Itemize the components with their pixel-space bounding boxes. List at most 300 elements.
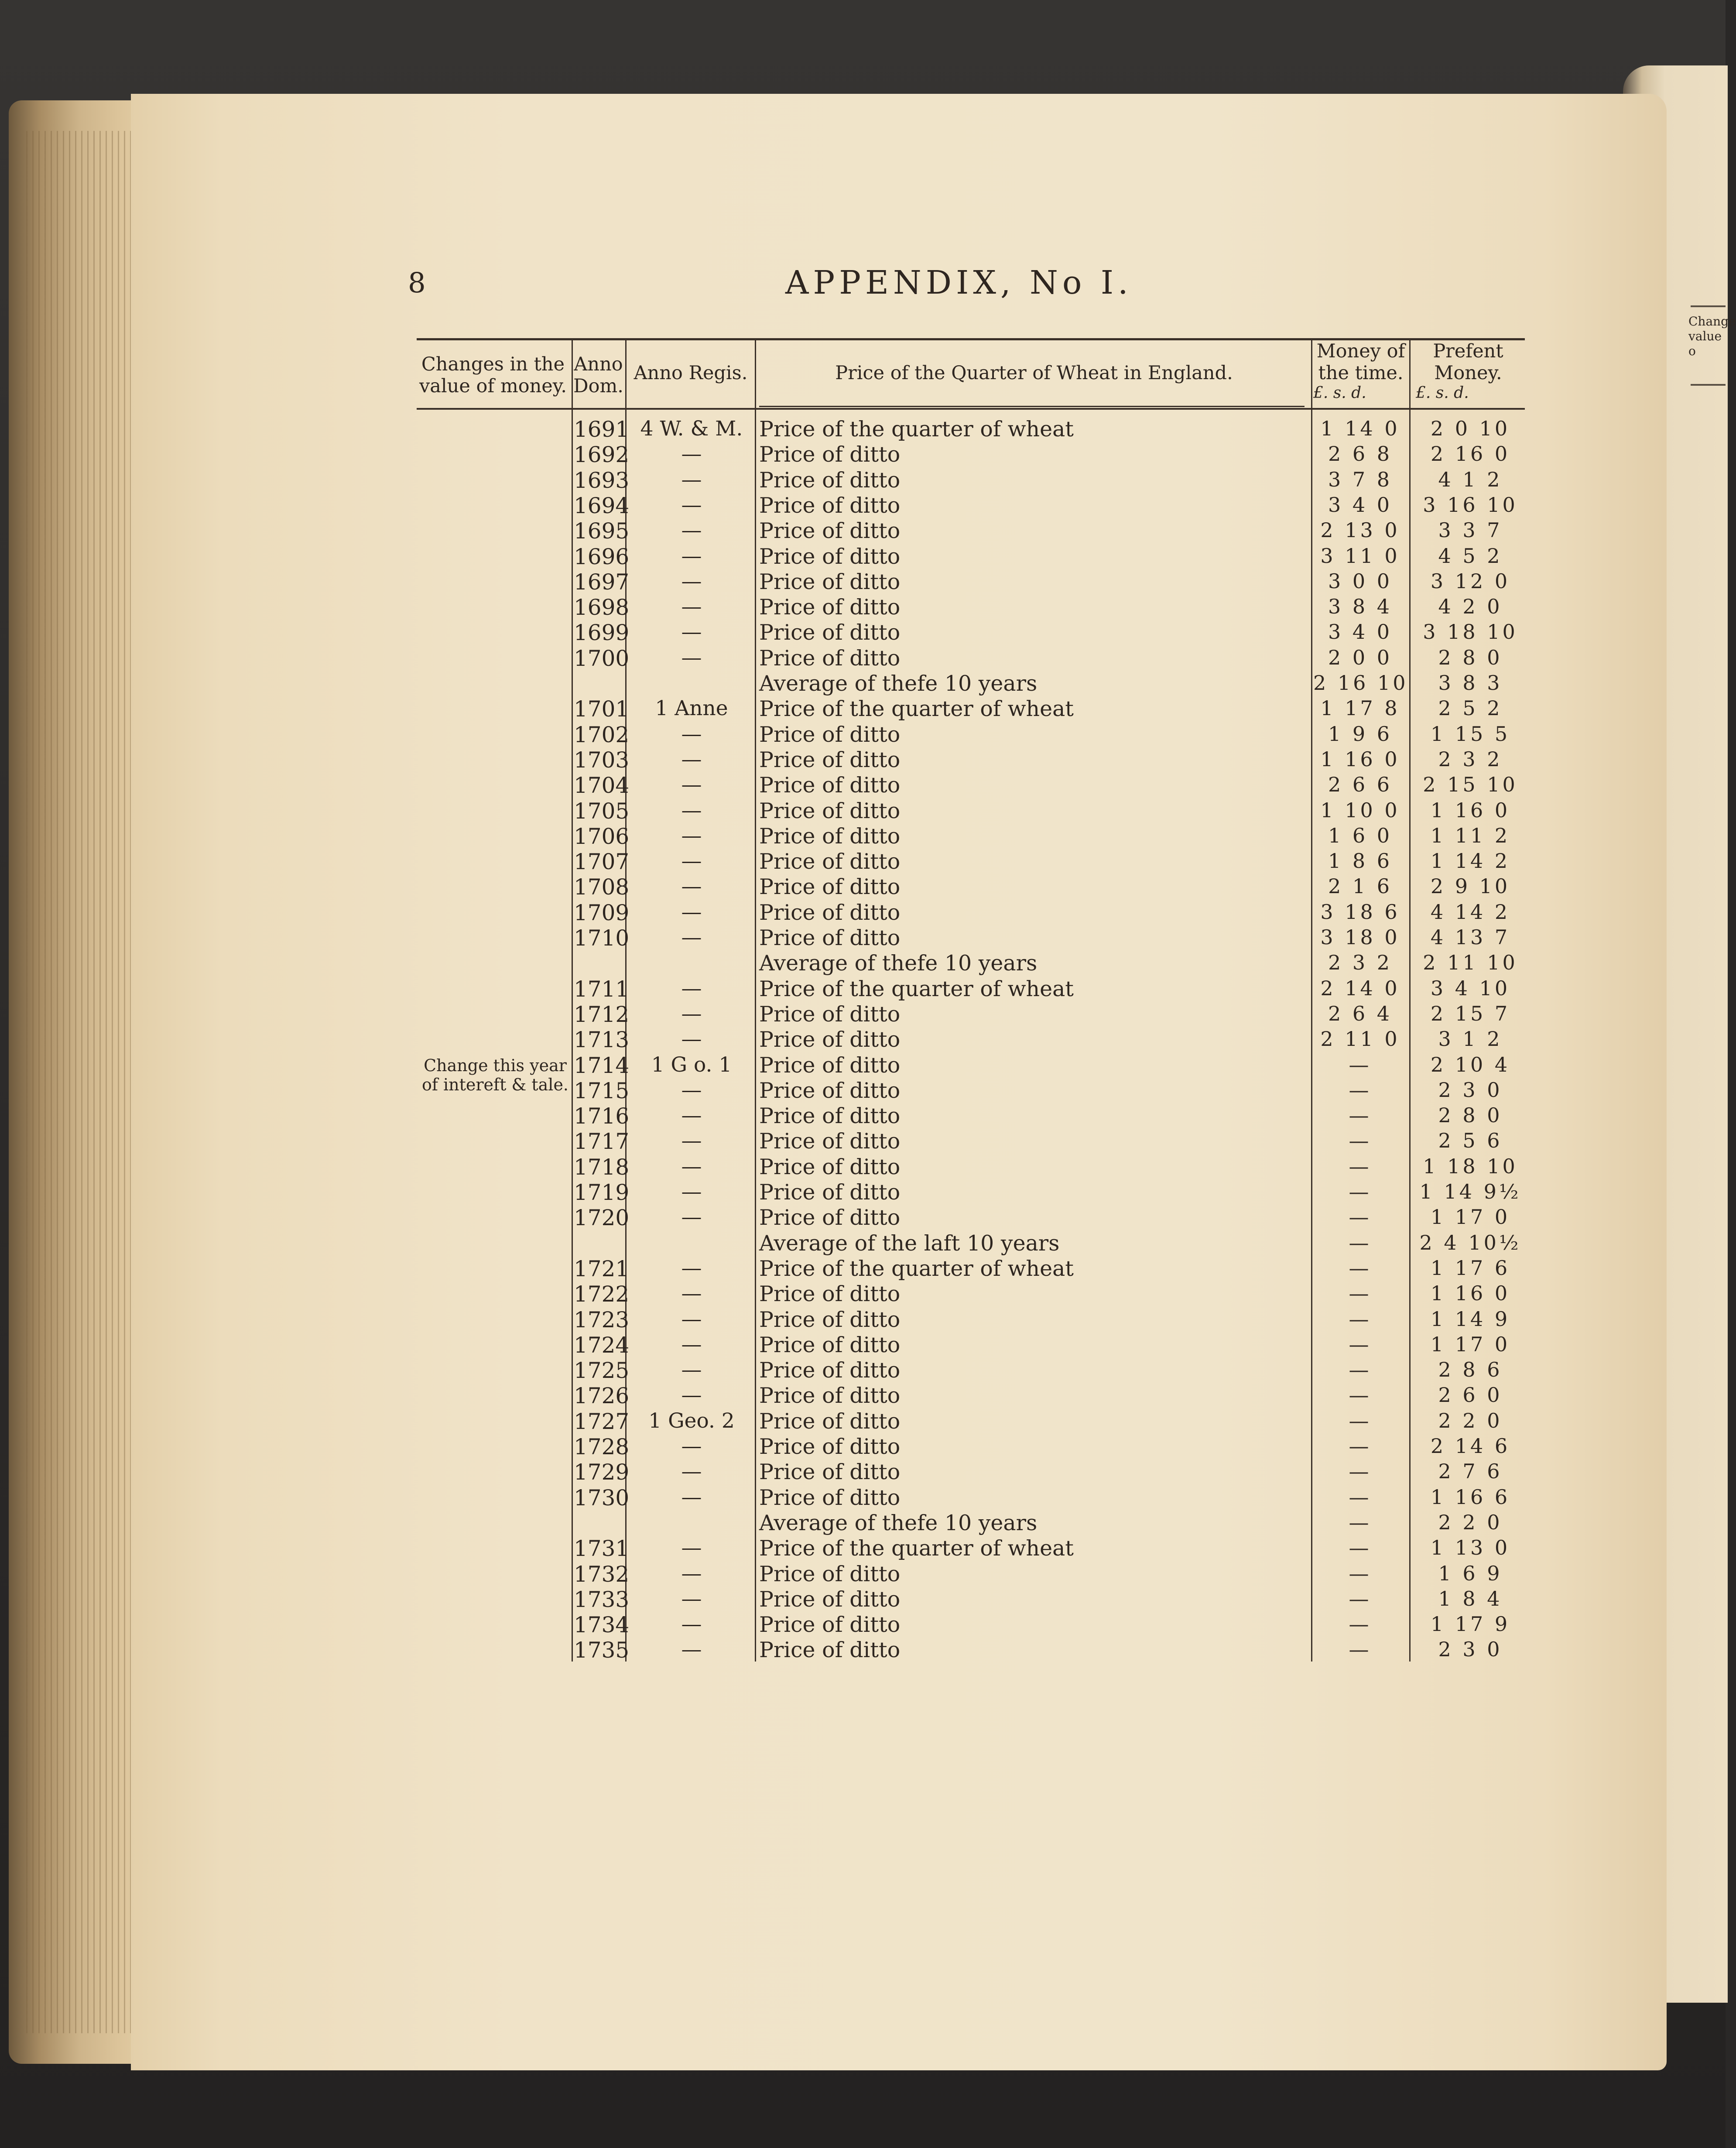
cell-price-description: Price of ditto	[759, 925, 901, 950]
cell-present-money: 1 16 0	[1430, 1281, 1510, 1305]
cell-price-description: Price of ditto	[759, 1001, 901, 1027]
cell-present-money: 1 6 9	[1438, 1561, 1503, 1585]
cell-anno-regis: 1 Anne	[655, 696, 728, 721]
cell-anno-regis: —	[681, 467, 702, 492]
table-row	[0, 544, 1726, 569]
cell-present-money: 4 5 2	[1438, 544, 1503, 568]
cell-anno-regis: —	[681, 518, 702, 543]
cell-present-money: 3 1 2	[1438, 1027, 1503, 1051]
cell-price-description: Average of thefe 10 years	[759, 671, 1037, 696]
table-row	[0, 747, 1726, 773]
cell-present-money: 2 7 6	[1438, 1459, 1503, 1483]
table-row	[0, 442, 1726, 467]
cell-anno-regis: —	[681, 798, 702, 822]
cell-price-description: Price of ditto	[759, 1307, 901, 1332]
cell-anno-dom: 1700	[574, 645, 630, 671]
table-row	[0, 1180, 1726, 1205]
cell-present-money: 1 17 6	[1430, 1256, 1510, 1280]
cell-price-description: Price of the quarter of wheat	[759, 976, 1074, 1001]
cell-anno-dom: 1711	[574, 976, 630, 1002]
table-row	[0, 671, 1726, 696]
cell-anno-regis: —	[681, 1358, 702, 1382]
cell-price-description: Price of ditto	[759, 1358, 901, 1383]
cell-anno-dom: 1702	[574, 722, 630, 747]
cell-money-of-time: —	[1349, 1256, 1372, 1280]
cell-present-money: 2 3 0	[1438, 1078, 1503, 1102]
cell-price-description: Price of ditto	[759, 1180, 901, 1205]
cell-present-money: 1 16 6	[1430, 1485, 1510, 1509]
table-row	[0, 1155, 1726, 1180]
table-row	[0, 1459, 1726, 1485]
cell-anno-regis: —	[681, 1383, 702, 1408]
cell-price-description: Price of ditto	[759, 620, 901, 645]
cell-anno-regis: —	[681, 1027, 702, 1052]
cell-money-of-time: —	[1349, 1052, 1372, 1076]
table-row	[0, 1078, 1726, 1103]
table-row	[0, 1409, 1726, 1434]
cell-money-of-time: 3 4 0	[1328, 620, 1393, 644]
cell-present-money: 2 10 4	[1430, 1052, 1510, 1076]
cell-present-money: 2 14 6	[1430, 1434, 1510, 1458]
cell-present-money: 1 11 2	[1430, 823, 1510, 847]
cell-anno-regis: —	[681, 1281, 702, 1306]
cell-present-money: 1 17 9	[1430, 1612, 1510, 1636]
cell-anno-dom: 1724	[574, 1332, 630, 1358]
cell-present-money: 2 8 6	[1438, 1358, 1503, 1382]
cell-anno-dom: 1726	[574, 1383, 630, 1409]
cell-anno-regis: —	[681, 1154, 702, 1178]
header-bottom-rule-2	[759, 406, 1305, 407]
cell-anno-dom: 1734	[574, 1612, 630, 1638]
cell-price-description: Price of ditto	[759, 544, 901, 569]
cell-price-description: Price of ditto	[759, 722, 901, 747]
cell-present-money: 2 3 2	[1438, 747, 1503, 771]
cell-money-of-time: 2 1 6	[1328, 874, 1393, 898]
cell-anno-dom: 1720	[574, 1205, 630, 1231]
cell-anno-dom: 1715	[574, 1078, 630, 1103]
cell-present-money: 3 3 7	[1438, 518, 1503, 542]
table-row	[0, 1358, 1726, 1383]
cell-money-of-time: —	[1349, 1154, 1372, 1178]
cell-present-money: 4 2 0	[1438, 595, 1503, 619]
cell-price-description: Price of ditto	[759, 747, 901, 772]
cell-money-of-time: 2 16 10	[1313, 671, 1408, 695]
table-row	[0, 518, 1726, 544]
cell-money-of-time: —	[1349, 1281, 1372, 1305]
cell-price-description: Price of ditto	[759, 1612, 901, 1638]
cell-anno-dom: 1706	[574, 823, 630, 849]
cell-price-description: Price of ditto	[759, 1103, 901, 1129]
cell-price-description: Price of ditto	[759, 645, 901, 671]
cell-anno-dom: 1718	[574, 1154, 630, 1180]
table-row	[0, 620, 1726, 645]
cell-anno-regis: —	[681, 900, 702, 924]
cell-present-money: 2 15 10	[1423, 773, 1518, 797]
header-anno-regis: Anno Regis.	[633, 362, 748, 384]
cell-anno-dom: 1722	[574, 1281, 630, 1307]
cell-money-of-time: 3 8 4	[1328, 595, 1393, 619]
table-row	[0, 1281, 1726, 1307]
cell-present-money: 1 14 2	[1430, 849, 1510, 873]
cell-price-description: Price of ditto	[759, 1485, 901, 1510]
cell-anno-dom: 1728	[574, 1434, 630, 1459]
cell-money-of-time: 3 18 0	[1320, 925, 1400, 949]
cell-present-money: 2 16 0	[1430, 442, 1510, 466]
table-row	[0, 1256, 1726, 1281]
cell-anno-regis: —	[681, 442, 702, 466]
cell-anno-dom: 1692	[574, 442, 630, 468]
table-row	[0, 824, 1726, 849]
cell-price-description: Average of thefe 10 years	[759, 951, 1037, 976]
table-row	[0, 1536, 1726, 1561]
table-row	[0, 951, 1726, 976]
cell-money-of-time: —	[1349, 1358, 1372, 1382]
cell-anno-dom: 1701	[574, 696, 630, 722]
cell-money-of-time: —	[1349, 1510, 1372, 1534]
cell-money-of-time: —	[1349, 1332, 1372, 1356]
cell-money-of-time: 3 11 0	[1320, 544, 1400, 568]
cell-price-description: Price of ditto	[759, 1154, 901, 1179]
cell-anno-regis: —	[681, 1078, 702, 1102]
cell-present-money: 3 8 3	[1438, 671, 1503, 695]
cell-present-money: 1 17 0	[1430, 1332, 1510, 1356]
cell-anno-regis: —	[681, 823, 702, 848]
facing-page-rule-lower	[1691, 384, 1726, 386]
cell-anno-regis: 1 G o. 1	[651, 1052, 732, 1077]
table-row	[0, 646, 1726, 671]
cell-money-of-time: 3 18 6	[1320, 900, 1400, 924]
cell-anno-regis: —	[681, 1459, 702, 1484]
cell-anno-dom: 1712	[574, 1001, 630, 1027]
cell-anno-regis: —	[681, 493, 702, 517]
cell-present-money: 4 14 2	[1430, 900, 1510, 924]
cell-anno-regis: —	[681, 645, 702, 670]
cell-money-of-time: —	[1349, 1129, 1372, 1153]
cell-anno-regis: —	[681, 595, 702, 619]
cell-price-description: Price of ditto	[759, 1638, 901, 1663]
table-row	[0, 925, 1726, 951]
cell-money-of-time: —	[1349, 1536, 1372, 1560]
cell-price-description: Price of ditto	[759, 569, 901, 594]
cell-anno-regis: —	[681, 1561, 702, 1586]
cell-price-description: Price of ditto	[759, 1205, 901, 1230]
cell-present-money: 1 15 5	[1430, 722, 1510, 746]
cell-money-of-time: 2 3 2	[1328, 951, 1393, 975]
cell-anno-regis: —	[681, 1001, 702, 1026]
cell-anno-regis: —	[681, 569, 702, 593]
cell-present-money: 4 1 2	[1438, 467, 1503, 491]
cell-money-of-time: 1 8 6	[1328, 849, 1393, 873]
cell-price-description: Price of the quarter of wheat	[759, 1256, 1074, 1281]
header-money-time: Money of the time.	[1316, 340, 1405, 384]
cell-anno-dom: 1698	[574, 595, 630, 620]
cell-anno-dom: 1708	[574, 874, 630, 900]
table-row	[0, 849, 1726, 874]
cell-present-money: 1 14 9	[1430, 1307, 1510, 1331]
cell-money-of-time: —	[1349, 1307, 1372, 1331]
table-row	[0, 874, 1726, 900]
cell-present-money: 1 13 0	[1430, 1536, 1510, 1560]
cell-present-money: 4 13 7	[1430, 925, 1510, 949]
cell-price-description: Price of ditto	[759, 773, 901, 798]
cell-money-of-time: 2 13 0	[1320, 518, 1400, 542]
facing-page-snippet: Change value o	[1688, 314, 1736, 358]
cell-price-description: Price of ditto	[759, 595, 901, 620]
cell-anno-regis: —	[681, 1307, 702, 1331]
cell-anno-regis: —	[681, 1180, 702, 1204]
table-row	[0, 696, 1726, 722]
cell-price-description: Price of ditto	[759, 823, 901, 849]
cell-money-of-time: —	[1349, 1638, 1372, 1662]
cell-present-money: 3 4 10	[1430, 976, 1510, 1000]
table-row	[0, 1485, 1726, 1511]
table-row	[0, 1511, 1726, 1536]
cell-money-of-time: 2 6 6	[1328, 773, 1393, 797]
table-row	[0, 417, 1726, 442]
table-row	[0, 976, 1726, 1002]
cell-anno-dom: 1733	[574, 1586, 630, 1612]
cell-money-of-time: —	[1349, 1230, 1372, 1254]
cell-price-description: Price of ditto	[759, 1078, 901, 1103]
cell-price-description: Price of ditto	[759, 467, 901, 493]
cell-price-description: Price of the quarter of wheat	[759, 417, 1074, 442]
cell-price-description: Price of ditto	[759, 1434, 901, 1459]
cell-money-of-time: 3 7 8	[1328, 467, 1393, 491]
cell-money-of-time: 1 10 0	[1320, 798, 1400, 822]
cell-money-of-time: 1 6 0	[1328, 823, 1393, 847]
cell-anno-dom: 1694	[574, 493, 630, 518]
cell-price-description: Price of ditto	[759, 493, 901, 518]
cell-present-money: 2 3 0	[1438, 1638, 1503, 1662]
cell-anno-dom: 1725	[574, 1358, 630, 1384]
cell-price-description: Price of ditto	[759, 1383, 901, 1408]
cell-present-money: 3 12 0	[1430, 569, 1510, 593]
table-row	[0, 1612, 1726, 1638]
table-row	[0, 569, 1726, 595]
cell-anno-dom: 1697	[574, 569, 630, 595]
cell-price-description: Price of ditto	[759, 1027, 901, 1052]
table-row	[0, 1587, 1726, 1612]
cell-anno-regis: —	[681, 1129, 702, 1153]
cell-anno-dom: 1709	[574, 900, 630, 925]
page-number: 8	[408, 267, 426, 299]
cell-money-of-time: —	[1349, 1103, 1372, 1127]
cell-anno-regis: —	[681, 925, 702, 949]
cell-present-money: 1 16 0	[1430, 798, 1510, 822]
cell-present-money: 3 16 10	[1423, 493, 1518, 517]
cell-price-description: Price of ditto	[759, 1459, 901, 1485]
header-present-money: Prefent Money.	[1433, 340, 1503, 384]
cell-anno-dom: 1723	[574, 1307, 630, 1333]
cell-present-money: 2 2 0	[1438, 1408, 1503, 1432]
cell-anno-dom: 1693	[574, 467, 630, 493]
cell-money-of-time: —	[1349, 1434, 1372, 1458]
cell-money-of-time: —	[1349, 1561, 1372, 1585]
cell-money-of-time: 2 6 4	[1328, 1001, 1393, 1025]
cell-price-description: Price of the quarter of wheat	[759, 696, 1074, 722]
cell-money-of-time: 3 4 0	[1328, 493, 1393, 517]
table-row	[0, 1027, 1726, 1052]
cell-anno-regis: 4 W. & M.	[640, 417, 743, 441]
table-row	[0, 1231, 1726, 1256]
facing-page-rule	[1691, 305, 1726, 307]
cell-present-money: 2 0 10	[1430, 417, 1510, 440]
cell-anno-regis: —	[681, 874, 702, 899]
table-row	[0, 1333, 1726, 1358]
cell-money-of-time: 2 11 0	[1320, 1027, 1400, 1051]
cell-money-of-time: —	[1349, 1180, 1372, 1203]
cell-anno-dom: 1717	[574, 1129, 630, 1155]
table-row	[0, 1002, 1726, 1027]
cell-anno-regis: —	[681, 620, 702, 644]
table-row	[0, 900, 1726, 925]
cell-price-description: Price of ditto	[759, 900, 901, 925]
cell-price-description: Average of thefe 10 years	[759, 1510, 1037, 1535]
cell-anno-regis: —	[681, 1485, 702, 1509]
cell-anno-dom: 1730	[574, 1485, 630, 1511]
cell-money-of-time: —	[1349, 1459, 1372, 1483]
cell-price-description: Price of ditto	[759, 1129, 901, 1154]
cell-anno-dom: 1731	[574, 1536, 630, 1562]
table-row	[0, 773, 1726, 798]
table-row	[0, 722, 1726, 747]
cell-money-of-time: —	[1349, 1383, 1372, 1407]
cell-anno-regis: —	[681, 976, 702, 1000]
cell-anno-dom: 1705	[574, 798, 630, 824]
cell-anno-regis: —	[681, 722, 702, 746]
cell-present-money: 2 4 10½	[1419, 1230, 1521, 1254]
cell-anno-regis: —	[681, 773, 702, 797]
cell-price-description: Price of ditto	[759, 798, 901, 823]
table-row	[0, 1562, 1726, 1587]
table-row	[0, 1205, 1726, 1230]
units-money-time: £. s. d.	[1313, 384, 1366, 402]
cell-anno-regis: —	[681, 1205, 702, 1230]
cell-anno-regis: —	[681, 1256, 702, 1280]
header-bottom-rule	[417, 408, 1525, 410]
header-changes: Changes in the value of money.	[419, 353, 567, 397]
cell-anno-dom: 1727	[574, 1408, 630, 1434]
units-present-money: £. s. d.	[1416, 384, 1469, 402]
cell-anno-dom: 1703	[574, 747, 630, 773]
table-row	[0, 1383, 1726, 1408]
cell-anno-regis: —	[681, 544, 702, 568]
cell-money-of-time: —	[1349, 1612, 1372, 1636]
table-row	[0, 1129, 1726, 1154]
cell-present-money: 2 15 7	[1430, 1001, 1510, 1025]
header-anno-dom: Anno Dom.	[573, 353, 623, 397]
cell-money-of-time: 2 0 0	[1328, 645, 1393, 669]
cell-anno-dom: 1735	[574, 1638, 630, 1663]
cell-anno-regis: —	[681, 1586, 702, 1611]
cell-anno-dom: 1695	[574, 518, 630, 544]
cell-price-description: Price of the quarter of wheat	[759, 1536, 1074, 1561]
cell-price-description: Price of ditto	[759, 874, 901, 900]
cell-price-description: Average of the laft 10 years	[759, 1230, 1060, 1256]
cell-present-money: 2 2 0	[1438, 1510, 1503, 1534]
cell-anno-regis: —	[681, 1434, 702, 1458]
cell-price-description: Price of ditto	[759, 1586, 901, 1612]
cell-anno-dom: 1716	[574, 1103, 630, 1129]
cell-anno-regis: —	[681, 1536, 702, 1560]
table-row	[0, 1103, 1726, 1129]
cell-anno-dom: 1732	[574, 1561, 630, 1587]
cell-money-of-time: —	[1349, 1408, 1372, 1432]
cell-anno-regis: —	[681, 1103, 702, 1128]
cell-anno-dom: 1714	[574, 1052, 630, 1078]
cell-price-description: Price of ditto	[759, 442, 901, 467]
cell-anno-dom: 1710	[574, 925, 630, 951]
cell-money-of-time: —	[1349, 1485, 1372, 1509]
cell-anno-regis: —	[681, 1332, 702, 1357]
cell-present-money: 2 5 6	[1438, 1129, 1503, 1153]
cell-present-money: 2 11 10	[1423, 951, 1518, 975]
table-row	[0, 595, 1726, 620]
cell-present-money: 1 14 9½	[1419, 1180, 1521, 1203]
cell-money-of-time: 2 6 8	[1328, 442, 1393, 466]
note-change-interest: Change this year of intereft & tale.	[421, 1056, 569, 1094]
cell-price-description: Price of ditto	[759, 1052, 901, 1078]
cell-anno-dom: 1696	[574, 544, 630, 569]
table-row	[0, 1053, 1726, 1078]
table-row	[0, 493, 1726, 518]
cell-present-money: 2 5 2	[1438, 696, 1503, 720]
cell-price-description: Price of ditto	[759, 849, 901, 874]
cell-money-of-time: 2 14 0	[1320, 976, 1400, 1000]
cell-anno-regis: —	[681, 849, 702, 874]
cell-anno-dom: 1699	[574, 620, 630, 646]
cell-anno-dom: 1704	[574, 773, 630, 798]
cell-present-money: 1 17 0	[1430, 1205, 1510, 1229]
cell-anno-regis: —	[681, 1612, 702, 1637]
cell-anno-dom: 1729	[574, 1459, 630, 1485]
cell-present-money: 2 8 0	[1438, 645, 1503, 669]
header-price: Price of the Quarter of Wheat in England.	[835, 362, 1233, 384]
cell-money-of-time: 1 17 8	[1320, 696, 1400, 720]
cell-present-money: 1 8 4	[1438, 1586, 1503, 1610]
cell-anno-dom: 1707	[574, 849, 630, 875]
cell-present-money: 2 6 0	[1438, 1383, 1503, 1407]
cell-anno-dom: 1691	[574, 417, 630, 442]
cell-anno-regis: 1 Geo. 2	[648, 1408, 735, 1433]
cell-money-of-time: 1 9 6	[1328, 722, 1393, 746]
table-row	[0, 1434, 1726, 1459]
cell-price-description: Price of ditto	[759, 518, 901, 544]
table-row	[0, 1307, 1726, 1333]
table-row	[0, 1638, 1726, 1663]
cell-present-money: 1 18 10	[1423, 1154, 1518, 1178]
table-row	[0, 468, 1726, 493]
cell-price-description: Price of ditto	[759, 1332, 901, 1357]
cell-price-description: Price of ditto	[759, 1281, 901, 1307]
cell-anno-dom: 1719	[574, 1180, 630, 1205]
cell-money-of-time: 3 0 0	[1328, 569, 1393, 593]
cell-anno-dom: 1721	[574, 1256, 630, 1281]
cell-present-money: 2 8 0	[1438, 1103, 1503, 1127]
cell-anno-regis: —	[681, 1638, 702, 1662]
cell-present-money: 2 9 10	[1430, 874, 1510, 898]
cell-money-of-time: —	[1349, 1078, 1372, 1102]
cell-anno-dom: 1713	[574, 1027, 630, 1053]
cell-price-description: Price of ditto	[759, 1408, 901, 1434]
cell-price-description: Price of ditto	[759, 1561, 901, 1586]
cell-money-of-time: —	[1349, 1205, 1372, 1229]
table-row	[0, 798, 1726, 824]
cell-present-money: 3 18 10	[1423, 620, 1518, 644]
page-title: APPENDIX, No I.	[785, 264, 1133, 301]
cell-anno-regis: —	[681, 747, 702, 771]
cell-money-of-time: 1 14 0	[1320, 417, 1400, 440]
